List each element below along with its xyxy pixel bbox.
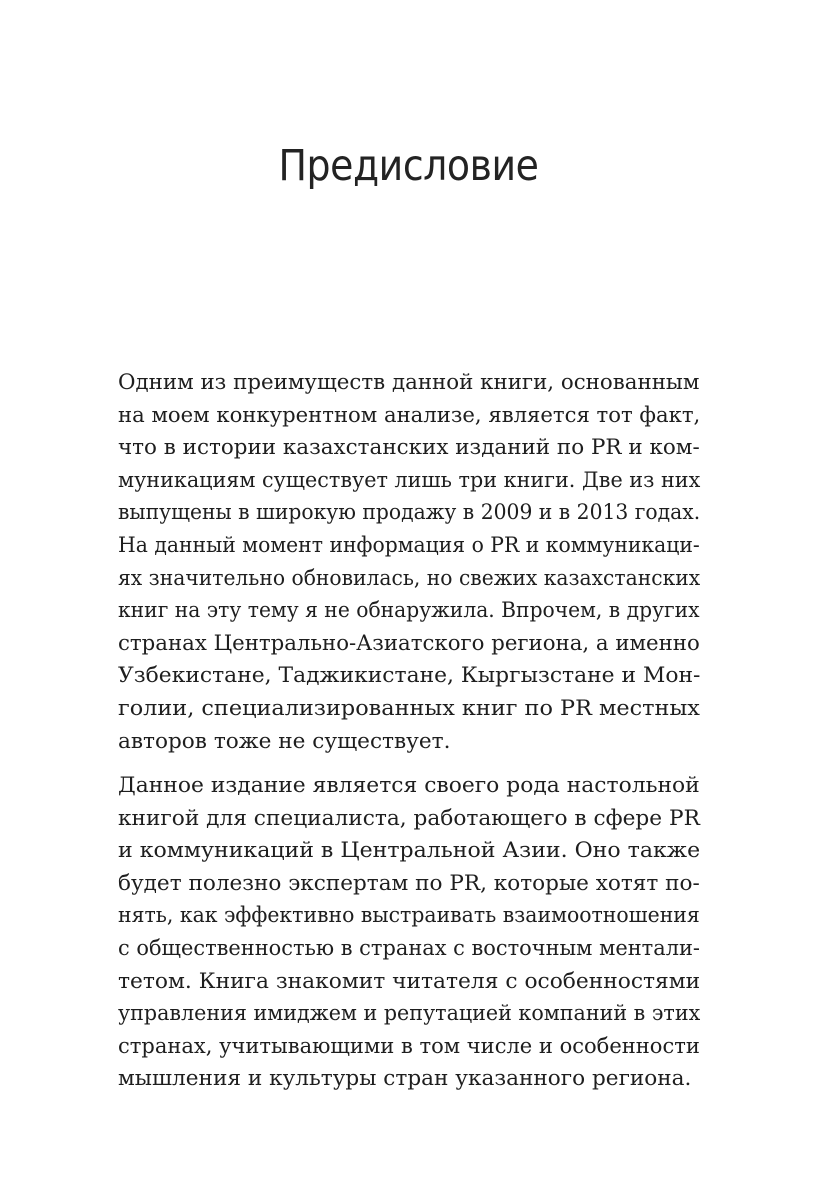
text-line: авторов тоже не существует.	[118, 728, 451, 754]
text-line: странах Центрально-Азиатского региона, а именно	[118, 630, 700, 656]
text-line: книгой для специалиста, работающего в сфере PR	[118, 805, 700, 831]
text-line: что в истории казахстанских изданий по PR и ком-	[118, 435, 700, 461]
text-line: голии, специализированных книг по PR местных	[118, 695, 700, 721]
text-line: мышления и культуры стран указанного региона.	[118, 1066, 692, 1092]
text-line: и коммуникаций в Центральной Азии. Оно также	[118, 838, 701, 864]
text-line: будет полезно экспертам по PR, которые хотят по-	[118, 870, 700, 896]
text-line: ях значительно обновилась, но свежих казахстанских	[118, 565, 701, 591]
text-line: муникациям существует лишь три книги. Две из них	[118, 467, 701, 493]
text-line: на моем конкурентном анализе, является тот факт,	[118, 402, 701, 428]
text-line: управления имиджем и репутацией компаний в этих	[118, 1001, 701, 1027]
text-line: нять, как эффективно выстраивать взаимоотношения	[118, 903, 700, 929]
text-line: книг на эту тему я не обнаружила. Впрочем, в других	[118, 598, 700, 624]
text-line: странах, учитывающими в том числе и особенности	[118, 1033, 700, 1059]
page-title: Предисловие	[278, 141, 539, 191]
text-line: выпущены в широкую продажу в 2009 и в 2013 годах.	[118, 500, 701, 526]
text-line: с общественностью в странах с восточным ментали-	[118, 935, 700, 961]
text-line: тетом. Книга знакомит читателя с особенностями	[118, 968, 701, 994]
text-line: Одним из преимуществ данной книги, основанным	[118, 370, 700, 395]
text-line: Данное издание является своего рода настольной	[118, 773, 700, 798]
text-line: На данный момент информация о PR и коммуникаци-	[118, 532, 700, 558]
paragraph-1	[118, 367, 700, 758]
paragraph-2	[118, 770, 700, 1096]
text-line: Узбекистане, Таджикистане, Кыргызстане и Мон-	[118, 663, 701, 689]
